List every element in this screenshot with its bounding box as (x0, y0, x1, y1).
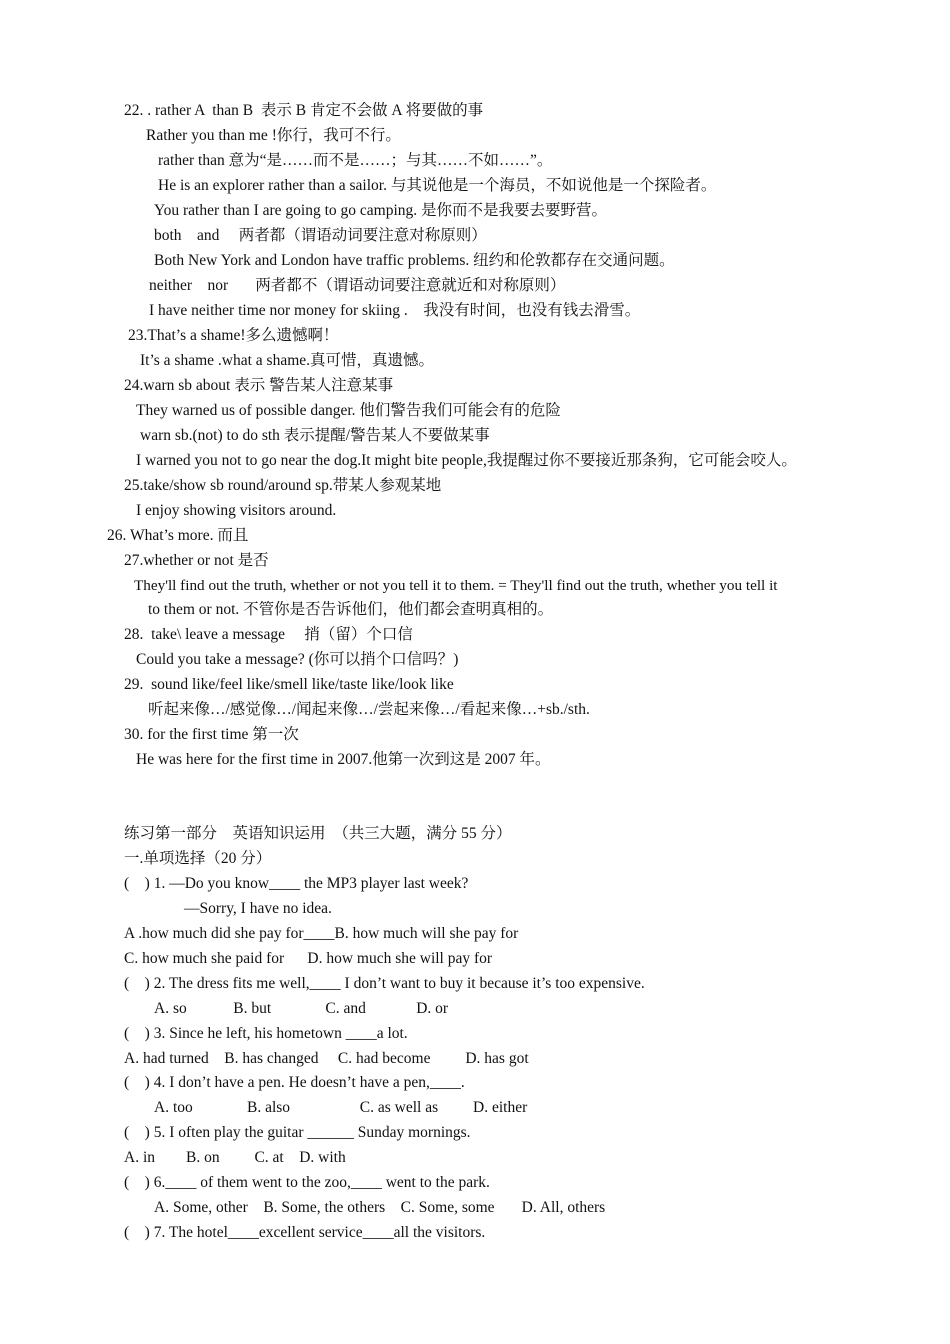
note-27-example-line-2: to them or not. 不管你是否告诉他们，他们都会查明真相的。 (148, 601, 554, 618)
question-1-reply: —Sorry, I have no idea. (184, 900, 332, 917)
note-28-example: Could you take a message? (你可以捎个口信吗？) (136, 651, 459, 668)
note-27-example-line-1: They'll find out the truth, whether or not you tell it to them. = They'll find out the truth, whether you tell it (134, 577, 778, 594)
question-5: ( ) 5. I often play the guitar ______ Sunday mornings. (124, 1124, 471, 1141)
single-choice-heading: 一.单项选择（20 分） (124, 850, 272, 867)
note-30-example: He was here for the first time in 2007.他第一次到这是 2007 年。 (136, 751, 551, 768)
note-22-rather-than: rather than 意为“是……而不是……；与其……不如……”。 (158, 152, 553, 169)
note-22-heading: 22. . rather A than B 表示 B 肯定不会做 A 将要做的事 (124, 102, 484, 119)
question-2-options: A. so B. but C. and D. or (154, 1000, 449, 1017)
note-25-example: I enjoy showing visitors around. (136, 502, 337, 519)
question-1: ( ) 1. —Do you know____ the MP3 player last week? (124, 875, 469, 892)
note-24-example-1: They warned us of possible danger. 他们警告我们可能会有的危险 (136, 402, 561, 419)
question-5-options: A. in B. on C. at D. with (124, 1149, 346, 1166)
question-2: ( ) 2. The dress fits me well,____ I don’t want to buy it because it’s too expensive. (124, 975, 645, 992)
question-1-options-cd: C. how much she paid for D. how much she will pay for (124, 950, 493, 967)
note-29-meaning: 听起来像…/感觉像…/闻起来像…/尝起来像…/看起来像…+sb./sth. (148, 701, 590, 718)
note-29-heading: 29. sound like/feel like/smell like/taste like/look like (124, 676, 454, 693)
question-7: ( ) 7. The hotel____excellent service____all the visitors. (124, 1224, 486, 1241)
note-24-example-2: I warned you not to go near the dog.It might bite people,我提醒过你不要接近那条狗，它可能会咬人。 (136, 452, 797, 469)
note-23-example: It’s a shame .what a shame.真可惜，真遗憾。 (140, 352, 435, 369)
note-22-example-3: You rather than I are going to go camping. 是你而不是我要去要野营。 (154, 202, 608, 219)
note-24-warn-not: warn sb.(not) to do sth 表示提醒/警告某人不要做某事 (140, 427, 490, 444)
note-27-heading: 27.whether or not 是否 (124, 552, 269, 569)
note-25-heading: 25.take/show sb round/around sp.带某人参观某地 (124, 477, 442, 494)
question-4-options: A. too B. also C. as well as D. either (154, 1099, 528, 1116)
question-1-options-ab: A .how much did she pay for____B. how much will she pay for (124, 925, 519, 942)
question-6-options: A. Some, other B. Some, the others C. Some, some D. All, others (154, 1199, 606, 1216)
note-22-example-2: He is an explorer rather than a sailor. 与其说他是一个海员，不如说他是一个探险者。 (158, 177, 717, 194)
note-28-heading: 28. take\ leave a message 捎（留）个口信 (124, 626, 413, 643)
note-neither-nor-example: I have neither time nor money for skiing . 我没有时间，也没有钱去滑雪。 (149, 302, 641, 319)
note-26-heading: 26. What’s more. 而且 (107, 527, 249, 544)
note-neither-nor: neither nor 两者都不（谓语动词要注意就近和对称原则） (149, 277, 566, 294)
note-24-heading: 24.warn sb about 表示 警告某人注意某事 (124, 377, 394, 394)
note-both-and: both and 两者都（谓语动词要注意对称原则） (154, 227, 487, 244)
exercise-section-title: 练习第一部分 英语知识运用 （共三大题，满分 55 分） (124, 825, 512, 842)
note-both-and-example: Both New York and London have traffic problems. 纽约和伦敦都存在交通问题。 (154, 252, 675, 269)
question-6: ( ) 6.____ of them went to the zoo,____ went to the park. (124, 1174, 490, 1191)
question-3: ( ) 3. Since he left, his hometown ____a lot. (124, 1025, 408, 1042)
question-4: ( ) 4. I don’t have a pen. He doesn’t have a pen,____. (124, 1074, 465, 1091)
question-3-options: A. had turned B. has changed C. had become D. has got (124, 1050, 529, 1067)
note-30-heading: 30. for the first time 第一次 (124, 726, 299, 743)
note-22-example-1: Rather you than me !你行，我可不行。 (146, 127, 401, 144)
note-23-heading: 23.That’s a shame!多么遗憾啊！ (128, 327, 339, 344)
